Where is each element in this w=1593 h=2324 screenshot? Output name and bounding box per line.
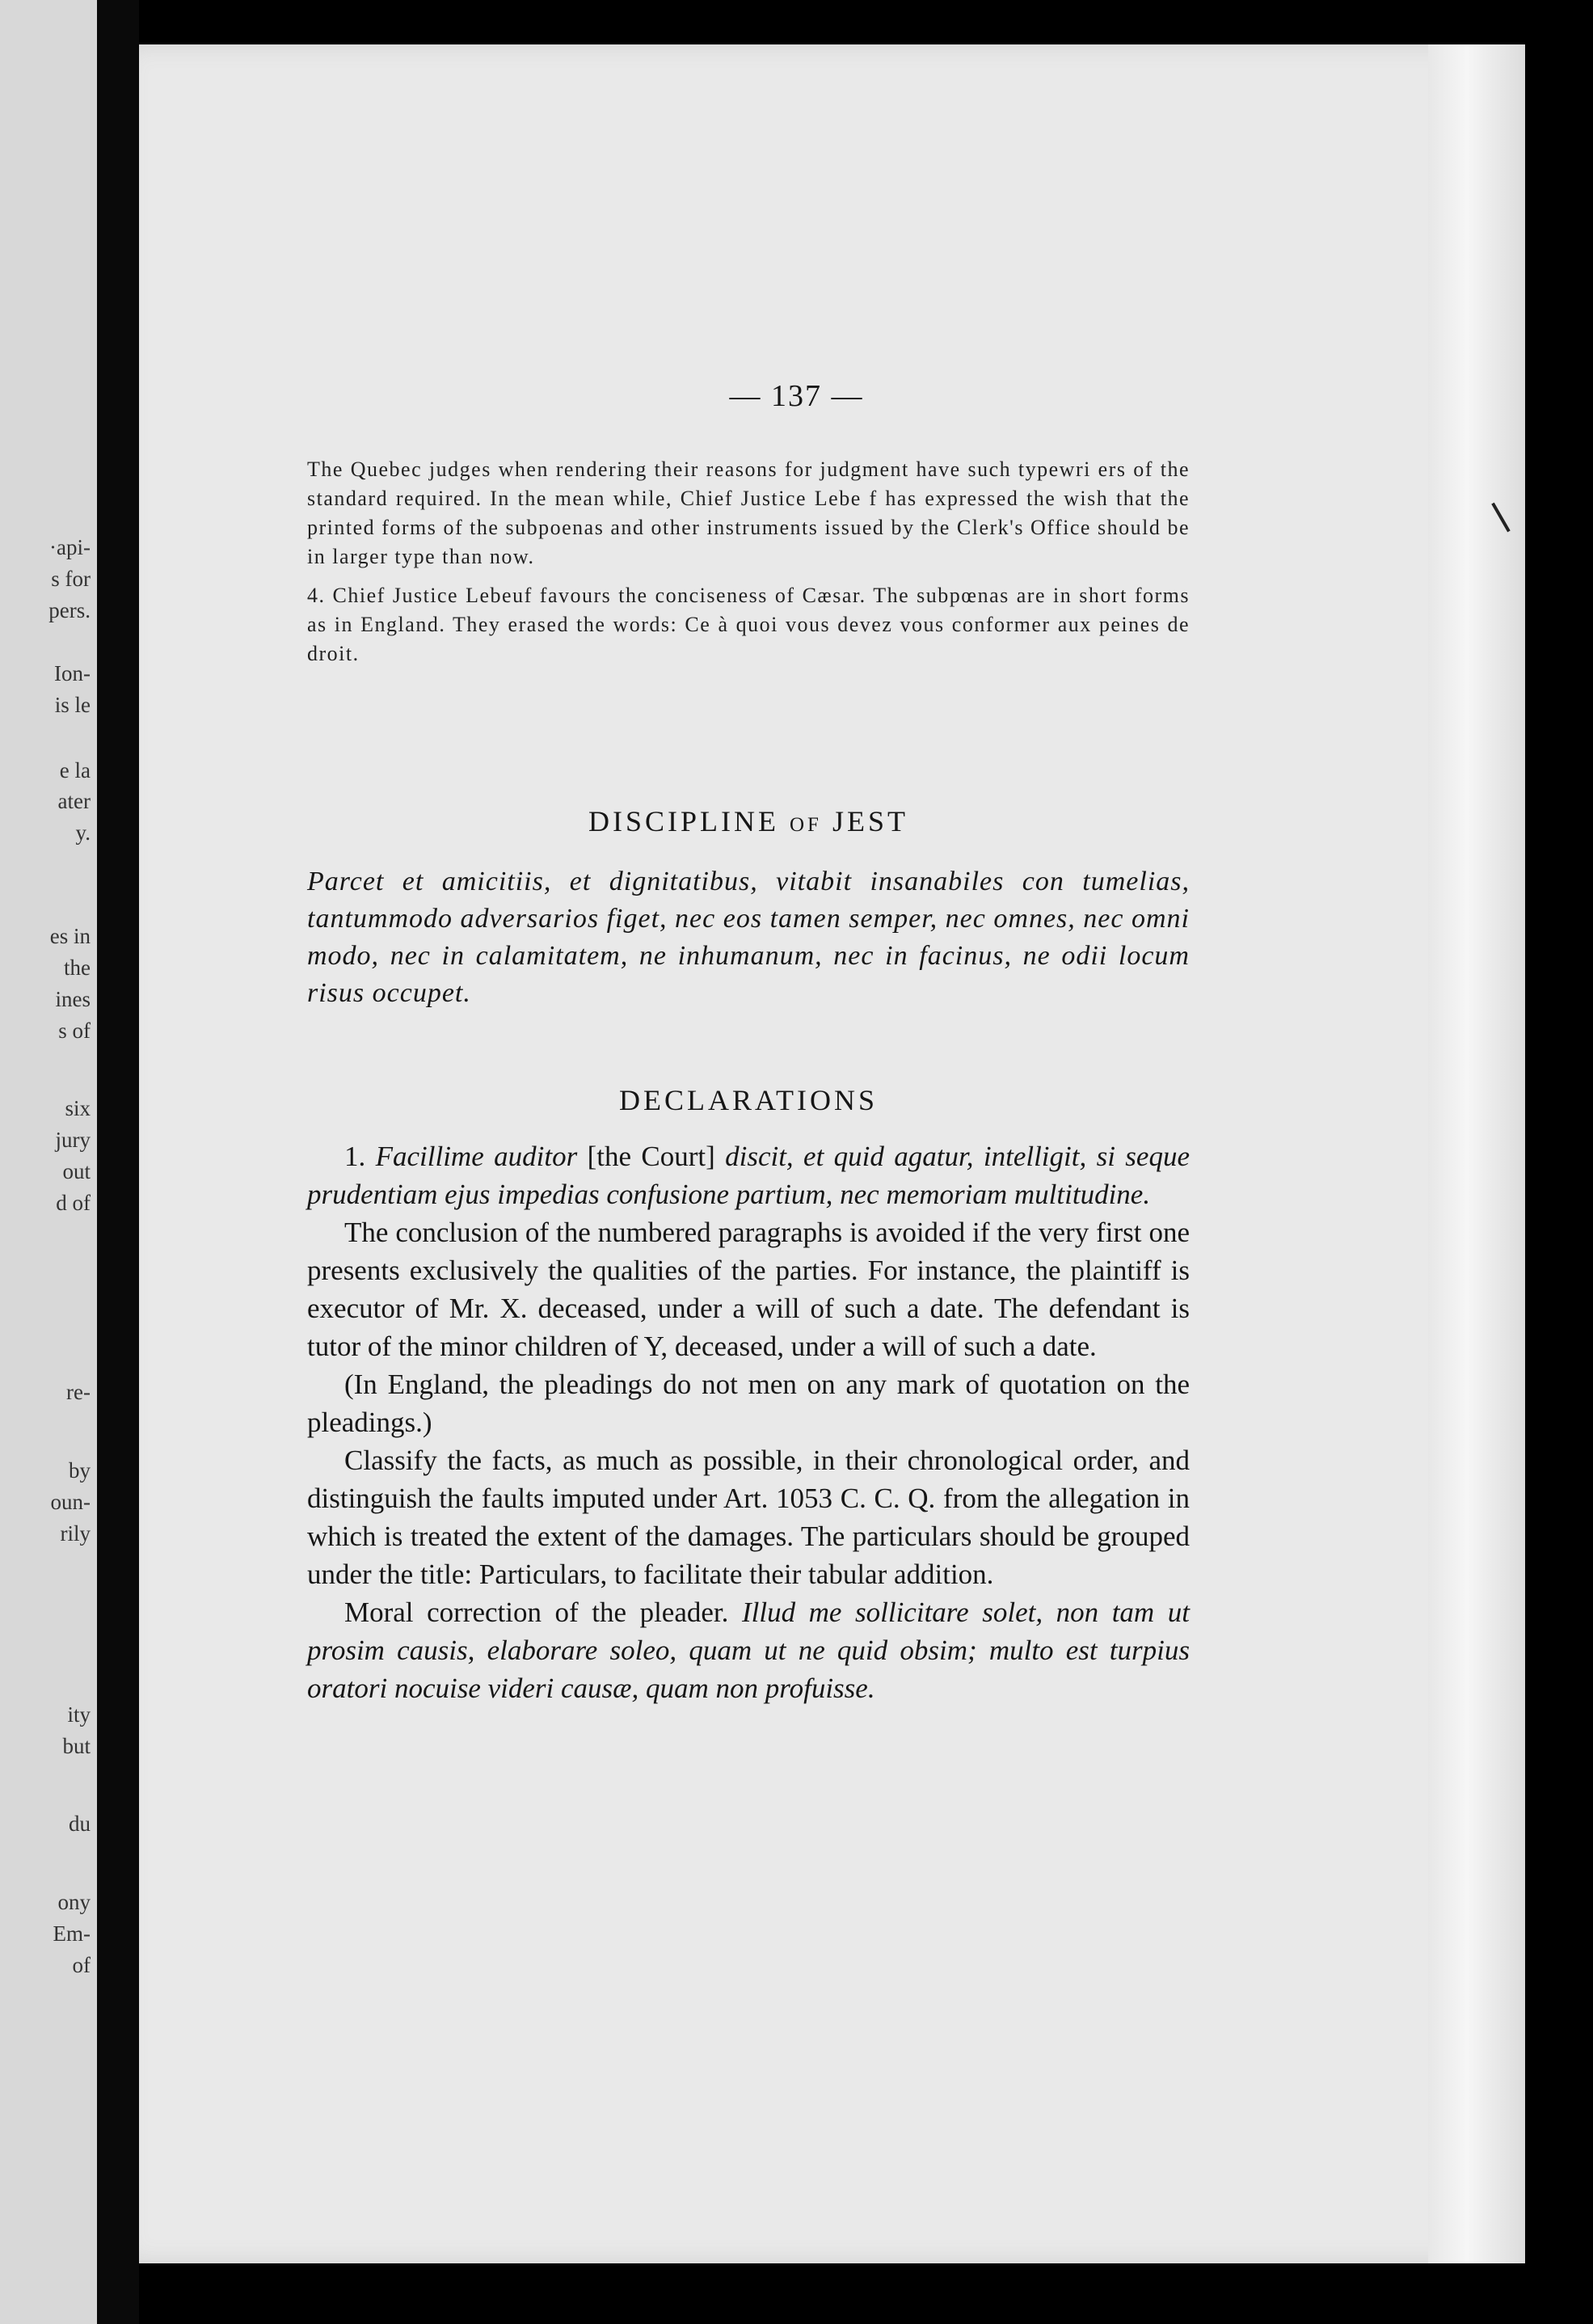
heading-word: DISCIPLINE bbox=[588, 805, 779, 837]
latin-quotation: Parcet et amicitiis, et dignitatibus, vitabit insanabiles con tumelias, tantummodo adversarios figet, nec eos tamen semper, nec omnes, nec omni modo, nec in calamitatem, ne inhumanum, nec in facinus, ne odii locum risus occupet. bbox=[307, 867, 1190, 1008]
margin-fragment: Em- bbox=[53, 1921, 91, 1946]
margin-fragment: six bbox=[65, 1096, 91, 1120]
heading-word: OF bbox=[790, 814, 822, 836]
heading-word: JEST bbox=[832, 805, 908, 837]
margin-fragment: pers. bbox=[48, 598, 91, 622]
margin-fragment: is le bbox=[54, 693, 91, 717]
margin-fragment: es in bbox=[49, 924, 91, 948]
bracket-text: [the Court] bbox=[587, 1141, 715, 1172]
margin-fragment: rily bbox=[60, 1521, 91, 1546]
note-paragraph: 4. Chief Justice Lebeuf favours the conciseness of Cæsar. The subpœnas are in short forms as in England. They erased the words: Ce à quoi vous devez vous conformer aux peines de droit. bbox=[307, 584, 1190, 665]
declarations-body bbox=[307, 1137, 1190, 1707]
body-paragraph bbox=[307, 1593, 1190, 1707]
margin-fragment: ater bbox=[57, 789, 91, 813]
latin-text: discit, et quid agatur, intelligit, si seque prudentiam ejus impedias confusione partium, nec memoriam multitudine. bbox=[307, 1141, 1190, 1210]
note-paragraph: The Quebec judges when rendering their reasons for judgment have such typewri ers of the standard required. In the mean while, Chief Justice Lebe f has expressed the wish that the printed forms of the subpoenas and other instruments issued by the Clerk's Office should be in larger type than now. bbox=[307, 458, 1190, 568]
binding-gutter bbox=[97, 0, 139, 2324]
body-paragraph: The conclusion of the numbered paragraphs is avoided if the very first one presents exclusively the qualities of the parties. For instance, the plaintiff is executor of Mr. X. deceased, under a will of such a date. The defendant is tutor of the minor children of Y, deceased, under a will of such a date. bbox=[307, 1217, 1190, 1362]
section-heading-discipline bbox=[307, 804, 1190, 838]
margin-fragment: oun- bbox=[50, 1490, 91, 1514]
margin-fragment: the bbox=[64, 955, 91, 980]
latin-text: Illud me sollicitare solet, non tam ut prosim causis, elaborare soleo, quam ut ne quid obsim; multo est turpius oratori nocuise videri causæ, quam non profuisse. bbox=[307, 1596, 1191, 1704]
margin-fragment: ·api- bbox=[49, 535, 91, 559]
page-number: — 137 — bbox=[729, 379, 864, 413]
body-paragraph: (In England, the pleadings do not men on any mark of quotation on the pleadings.) bbox=[307, 1369, 1190, 1438]
margin-fragment: s for bbox=[51, 567, 91, 591]
body-paragraph: Classify the facts, as much as possible, in their chronological order, and distinguish the faults imputed under Art. 1053 C. C. Q. from the allegation in which is treated the extent of the damages. The particulars should be grouped under the title: Particulars, to facilitate their tabular addition. bbox=[307, 1445, 1190, 1590]
numbered-item bbox=[307, 1137, 1190, 1213]
lead-text: Moral correction of the pleader. bbox=[344, 1596, 729, 1628]
page-edge bbox=[1428, 44, 1525, 2263]
margin-fragment: by bbox=[69, 1458, 91, 1483]
margin-fragment: re- bbox=[66, 1380, 91, 1404]
facing-page-edge bbox=[0, 0, 97, 2324]
section-heading-declarations: DECLARATIONS bbox=[618, 1084, 878, 1116]
notes-block bbox=[307, 455, 1190, 669]
item-number: 1. bbox=[344, 1141, 366, 1172]
margin-fragment: e la bbox=[59, 758, 91, 782]
margin-fragment: du bbox=[69, 1812, 91, 1836]
margin-fragment: s of bbox=[58, 1019, 91, 1043]
margin-fragment: out bbox=[62, 1159, 91, 1183]
margin-fragment: d of bbox=[56, 1191, 91, 1215]
margin-fragment: jury bbox=[55, 1128, 91, 1152]
margin-fragment: ony bbox=[57, 1890, 91, 1914]
margin-fragment: but bbox=[62, 1734, 91, 1758]
margin-fragment: ines bbox=[55, 987, 91, 1011]
margin-fragment: y. bbox=[75, 820, 91, 845]
margin-fragment: of bbox=[72, 1953, 91, 1977]
margin-fragment: ity bbox=[67, 1702, 91, 1727]
latin-text: Facillime auditor bbox=[375, 1141, 578, 1172]
margin-fragment: Ion- bbox=[54, 661, 91, 685]
